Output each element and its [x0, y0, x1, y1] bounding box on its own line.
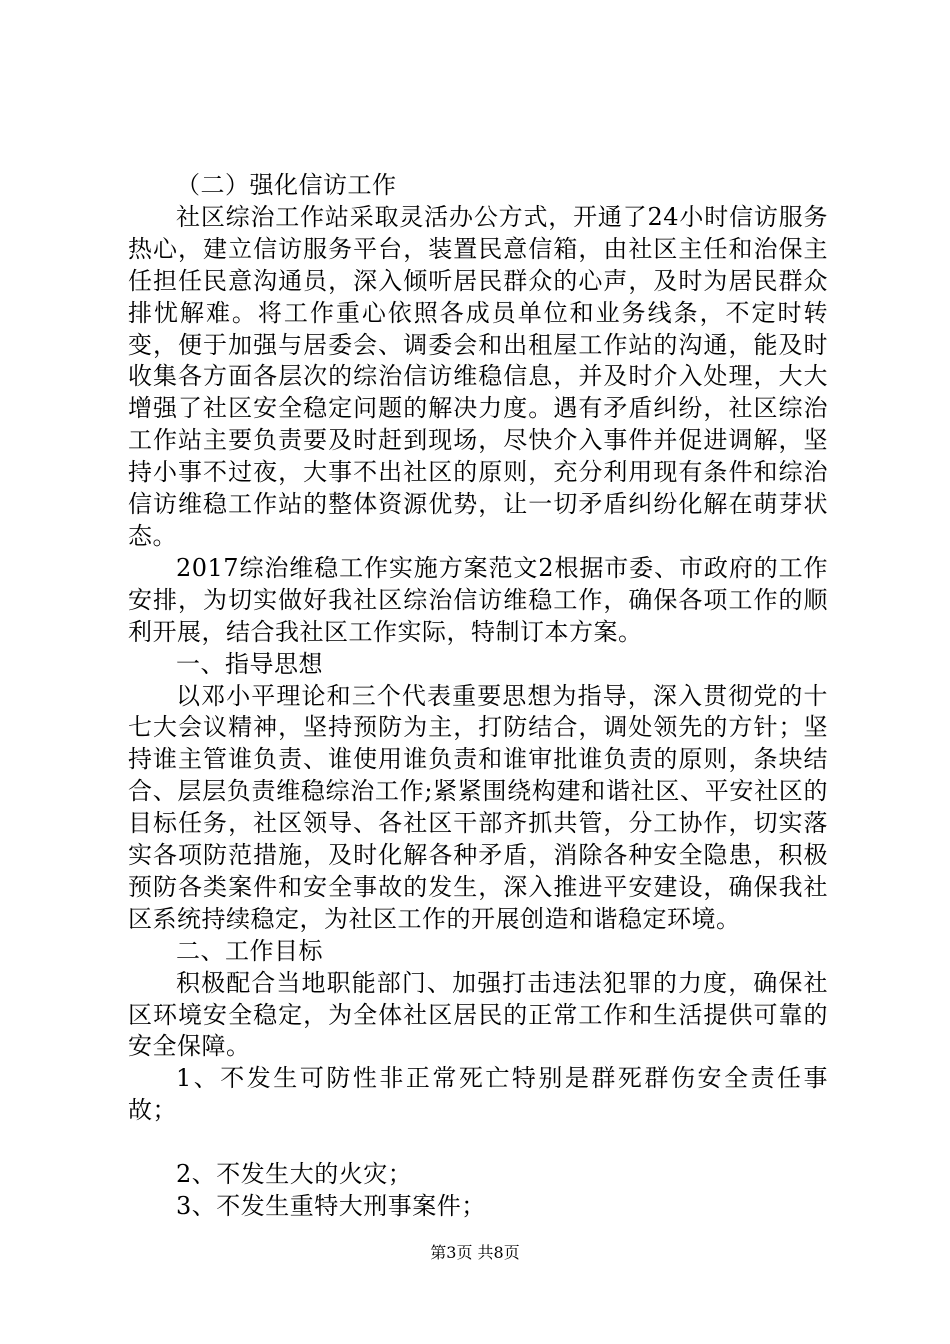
goal-item-3: 3、不发生重特大刑事案件； — [176, 1191, 486, 1220]
paragraph-petition-work: 社区综治工作站采取灵活办公方式，开通了24小时信访服务热心，建立信访服务平台，装置民意信箱，由社区主任和治保主任担任民意沟通员，深入倾听居民群众的心声，及时为居民群众排忧解难。将工作重心依照各成员单位和业务线条，不定时转变，便于加强与居委会、调委会和出租屋工作站的沟通，能及时收集各方面各层次的综治信访维稳信息，并及时介入处理，大大增强了社区安全稳定问题的解决力度。遇有矛盾纠纷，社区综治工作站主要负责要及时赶到现场，尽快介入事件并促进调解，坚持小事不过夜，大事不出社区的原则，充分利用现有条件和综治信访维稳工作站的整体资源优势，让一切矛盾纠纷化解在萌芽状态。 — [128, 202, 828, 550]
section-heading-work-goals: 二、工作目标 — [176, 936, 323, 965]
paragraph-guiding-ideology: 以邓小平理论和三个代表重要思想为指导，深入贯彻党的十七大会议精神，坚持预防为主，打防结合，调处领先的方针；坚持谁主管谁负责、谁使用谁负责和谁审批谁负责的原则，条块结合、层层负责维稳综治工作;紧紧围绕构建和谐社区、平安社区的目标任务，社区领导、各社区干部齐抓共管，分工协作，切实落实各项防范措施，及时化解各种矛盾，消除各种安全隐患，积极预防各类案件和安全事故的发生，深入推进平安建设，确保我社区系统持续稳定，为社区工作的开展创造和谐稳定环境。 — [128, 681, 828, 933]
goal-item-2: 2、不发生大的火灾； — [176, 1160, 413, 1189]
section-heading-petition: （二）强化信访工作 — [176, 171, 397, 199]
page-number-footer: 第3页 共8页 — [430, 1243, 520, 1262]
document-body — [128, 170, 828, 1223]
section-heading-guiding-ideology: 一、指导思想 — [176, 649, 323, 678]
goal-item-1: 1、不发生可防性非正常死亡特别是群死群伤安全责任事故； — [128, 1064, 828, 1125]
paragraph-plan-intro: 2017综治维稳工作实施方案范文2根据市委、市政府的工作安排，为切实做好我社区综治信访维稳工作，确保各项工作的顺利开展，结合我社区工作实际，特制订本方案。 — [128, 553, 828, 646]
paragraph-work-goals: 积极配合当地职能部门、加强打击违法犯罪的力度，确保社区环境安全稳定，为全体社区居民的正常工作和生活提供可靠的安全保障。 — [128, 968, 828, 1061]
blank-line — [128, 1127, 828, 1159]
